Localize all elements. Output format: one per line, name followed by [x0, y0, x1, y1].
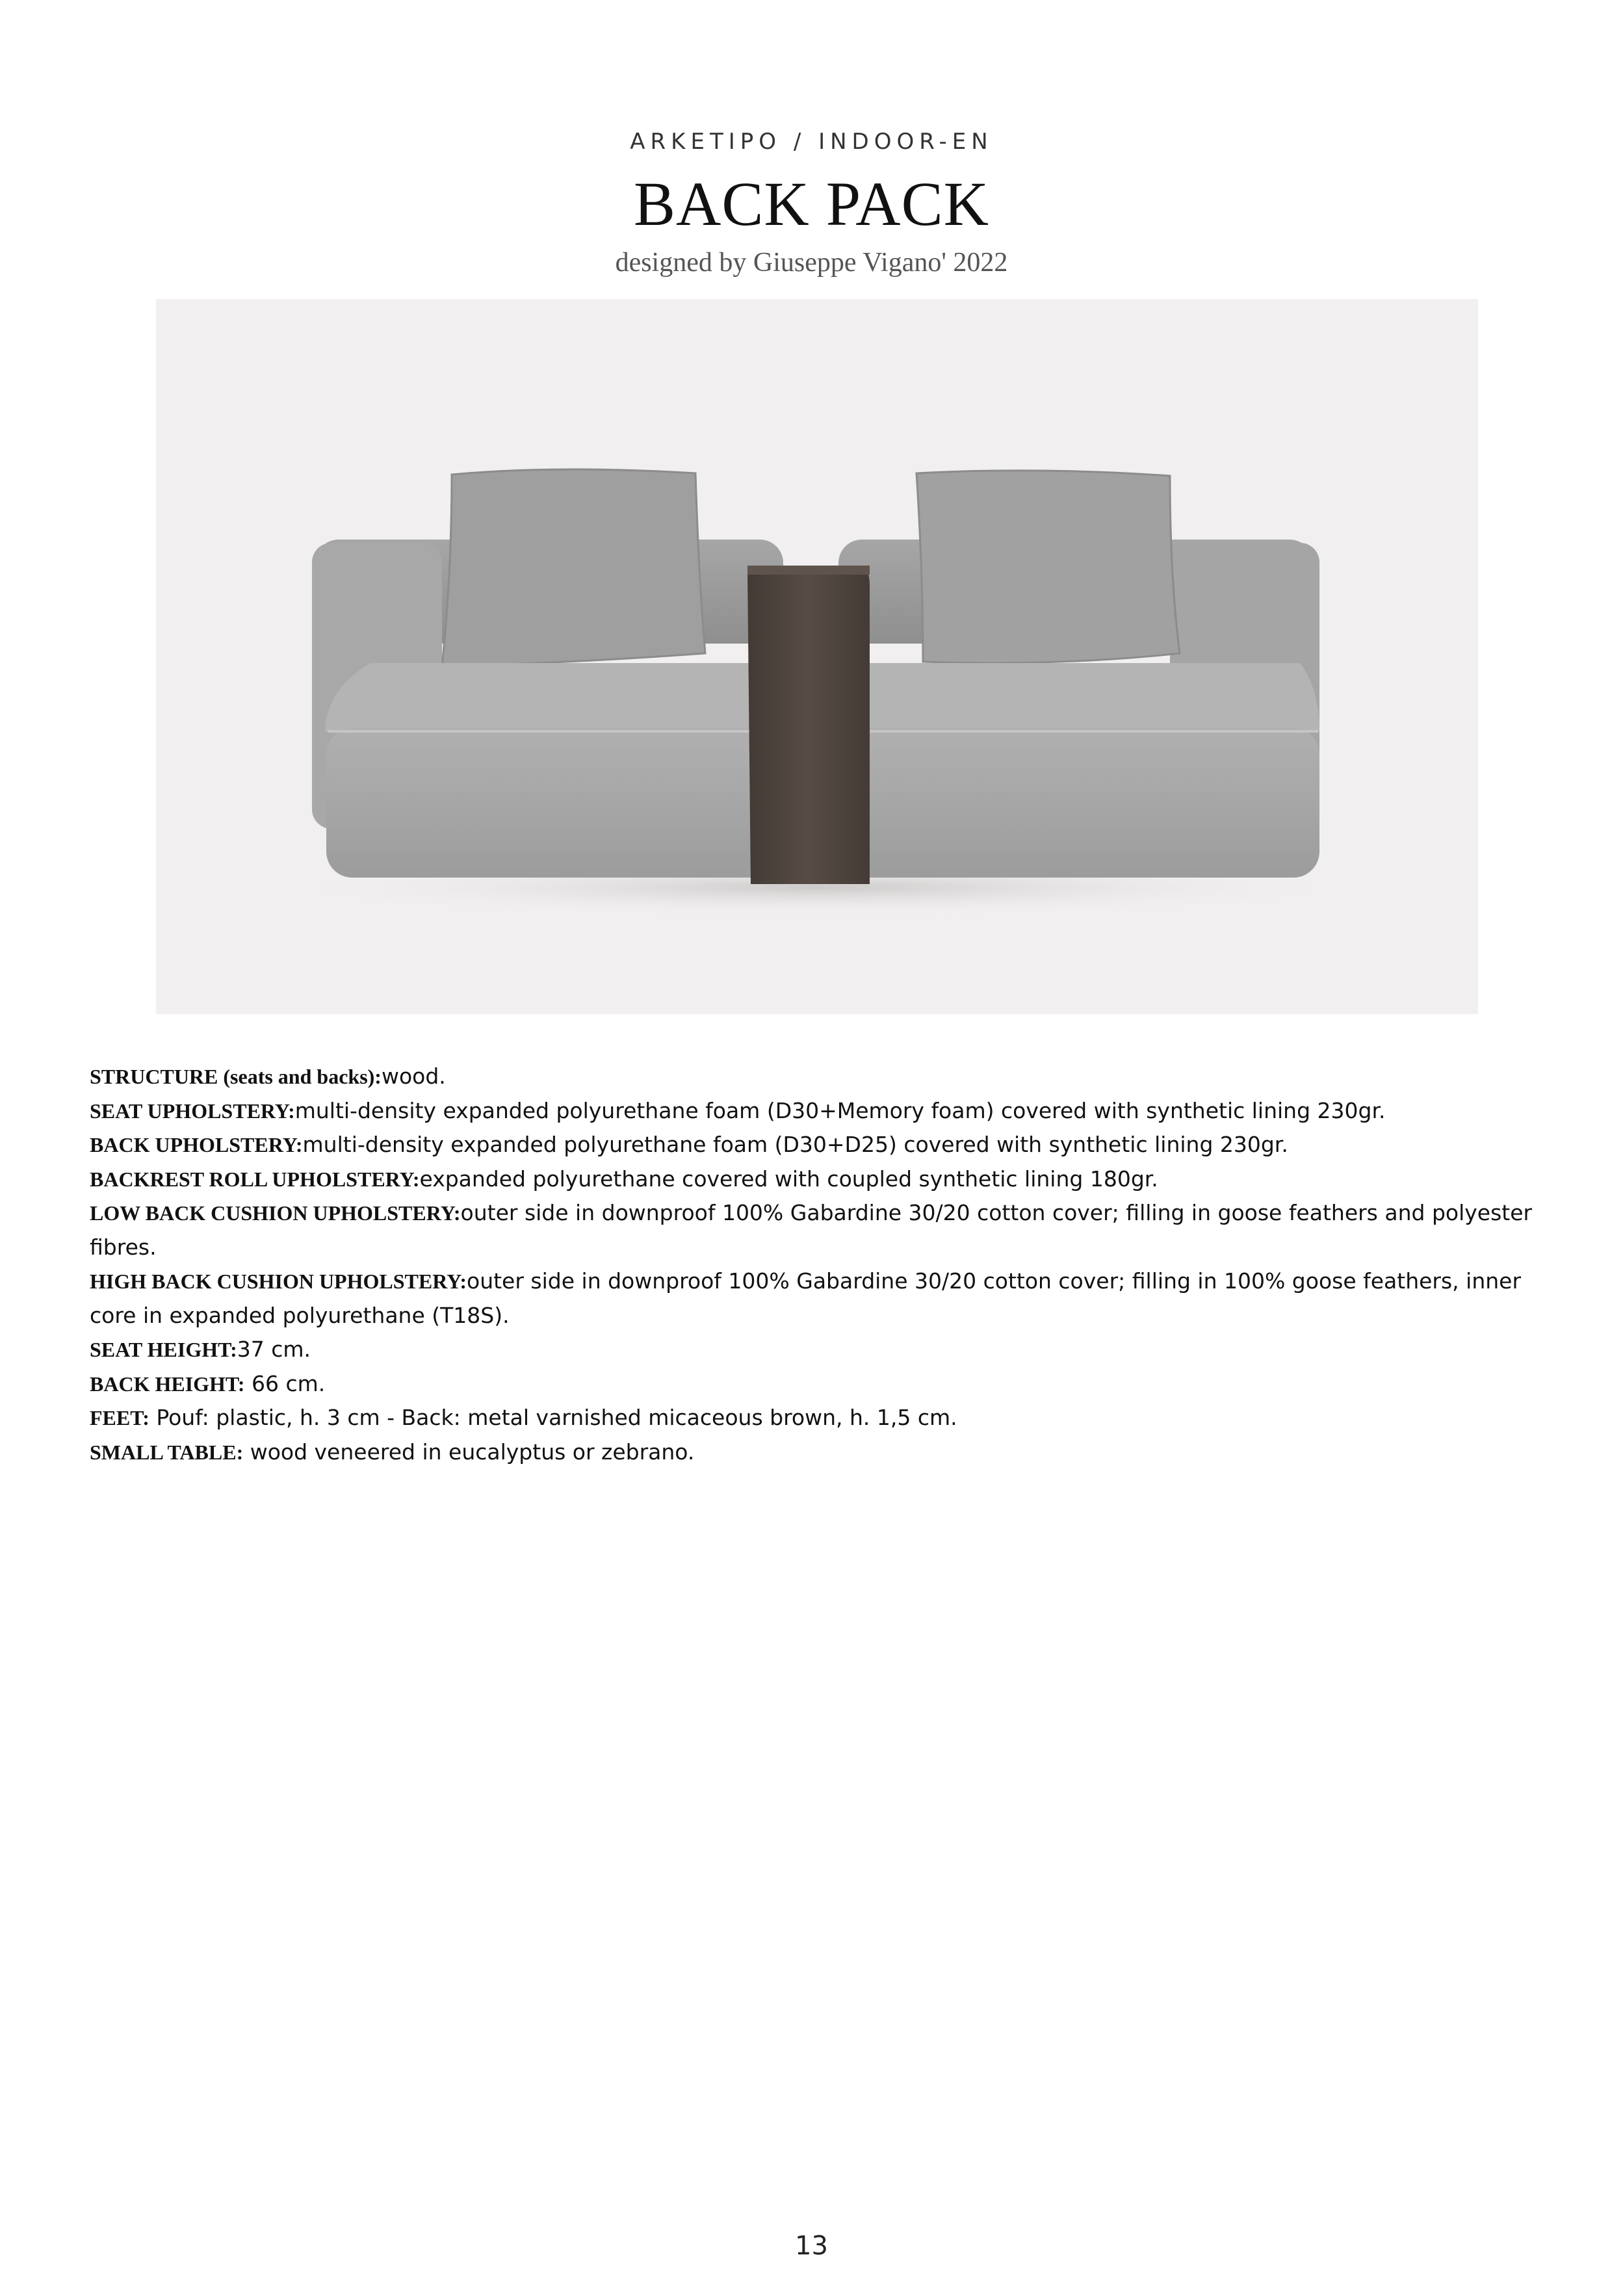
- collection-breadcrumb: ARKETIPO / INDOOR-EN: [630, 129, 993, 155]
- spec-back-upholstery: [90, 1128, 1539, 1162]
- spec-small-table: [90, 1435, 1539, 1470]
- spec-label: STRUCTURE (seats and backs):: [90, 1065, 382, 1088]
- small-table-top: [747, 566, 870, 575]
- page-number: 13: [795, 2231, 828, 2261]
- spec-value: wood veneered in eucalyptus or zebrano.: [243, 1439, 695, 1465]
- spec-seat-upholstery: [90, 1094, 1539, 1128]
- designer-credit: designed by Giuseppe Vigano' 2022: [615, 248, 1008, 278]
- spec-list: [90, 1060, 1539, 1469]
- left-cushion: [442, 469, 705, 666]
- spec-label: FEET:: [90, 1406, 149, 1429]
- small-table: [747, 566, 870, 884]
- spec-label: HIGH BACK CUSHION UPHOLSTERY:: [90, 1270, 467, 1293]
- spec-back-height: [90, 1367, 1539, 1402]
- spec-label: BACK UPHOLSTERY:: [90, 1133, 303, 1156]
- spec-label: SEAT HEIGHT:: [90, 1338, 237, 1361]
- spec-label: LOW BACK CUSHION UPHOLSTERY:: [90, 1201, 461, 1225]
- spec-feet: [90, 1401, 1539, 1435]
- spec-label: BACK HEIGHT:: [90, 1372, 245, 1396]
- spec-value: 66 cm.: [244, 1370, 326, 1396]
- spec-low-back-cushion: [90, 1196, 1539, 1264]
- sofa-illustration: [156, 299, 1478, 1014]
- spec-structure: [90, 1060, 1539, 1094]
- spec-value: outer side in downproof 100% Gabardine 30/20 cotton cover; filling in 100% goose feathers, inner core in expanded polyurethane (T18S).: [90, 1268, 1522, 1328]
- spec-high-back-cushion: [90, 1264, 1539, 1333]
- spec-value: outer side in downproof 100% Gabardine 30/20 cotton cover; filling in goose feathers and polyester fibres.: [90, 1200, 1533, 1260]
- spec-label: SEAT UPHOLSTERY:: [90, 1099, 295, 1123]
- spec-value: expanded polyurethane covered with coupled synthetic lining 180gr.: [419, 1166, 1158, 1192]
- spec-label: BACKREST ROLL UPHOLSTERY:: [90, 1167, 420, 1191]
- spec-value: Pouf: plastic, h. 3 cm - Back: metal varnished micaceous brown, h. 1,5 cm.: [149, 1405, 957, 1430]
- spec-value: wood.: [381, 1063, 446, 1089]
- spec-value: 37 cm.: [237, 1337, 311, 1362]
- right-cushion: [916, 471, 1180, 663]
- spec-value: multi-density expanded polyurethane foam (D30+Memory foam) covered with synthetic lining 230gr.: [294, 1097, 1386, 1123]
- spec-label: SMALL TABLE:: [90, 1440, 244, 1464]
- product-title: BACK PACK: [634, 169, 989, 239]
- spec-seat-height: [90, 1333, 1539, 1367]
- spec-backrest-roll: [90, 1162, 1539, 1197]
- product-image: [156, 299, 1478, 1014]
- spec-value: multi-density expanded polyurethane foam (D30+D25) covered with synthetic lining 230gr.: [302, 1132, 1288, 1157]
